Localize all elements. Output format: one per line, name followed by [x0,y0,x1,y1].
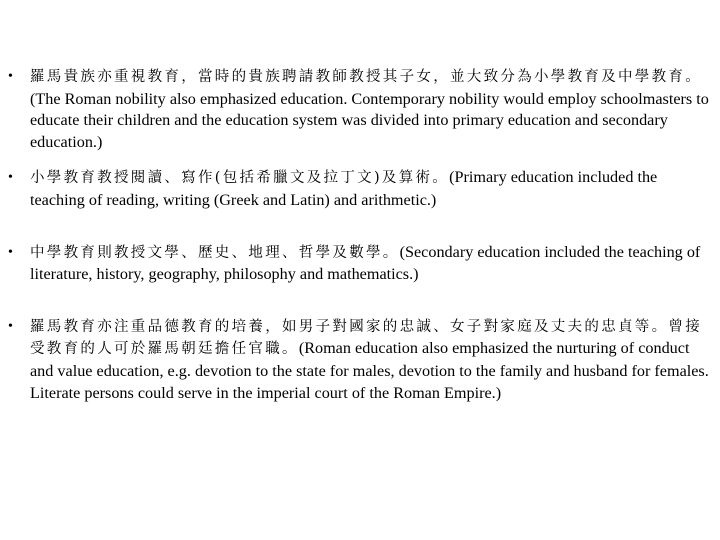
bullet-text-chinese: 中學教育則教授文學、歷史、地理、哲學及數學。 [30,244,400,261]
bullet-dot-icon: • [8,244,13,260]
bullet-dot-icon: • [8,170,13,186]
bullet-text-english: (Secondary education included the teaching of literature, history, geography, philosophy and mathematics.) [30,242,701,284]
bullet-text-english: (Primary education included the teaching of reading, writing (Greek and Latin) and arithmetic.) [30,168,658,209]
bullet-text-chinese: 羅馬貴族亦重視教育，當時的貴族聘請教師教授其子女，並大致分為小學教育及中學教育。 [30,69,702,85]
bullet-dot-icon: • [8,69,13,84]
bullet-dot-icon: • [8,318,13,334]
bullet-text-chinese: 羅馬教育亦注重品德教育的培養，如男子對國家的忠誠、女子對家庭及丈夫的忠貞等。曾接受教育的人可於羅馬朝廷擔任官職。 [30,318,702,358]
bullet-item-secondary-education [0,242,720,286]
bullet-item-nobility-education [0,66,720,153]
bullet-text-chinese: 小學教育教授閱讀、寫作(包括希臘文及拉丁文)及算術。 [30,170,450,187]
bullet-item-primary-education [0,167,720,211]
bullet-item-moral-education [0,316,720,404]
bullet-list [0,66,720,418]
bullet-text-english: (The Roman nobility also emphasized education. Contemporary nobility would employ schoolmasters to educate their children and the education system was divided into primary education and secondary education.) [30,89,709,151]
bullet-text-english: (Roman education also emphasized the nurturing of conduct and value education, e.g. devotion to the state for males, devotion to the family and husband for females. Literate persons could serve in the imperial court of the Roman Empire.) [30,339,709,402]
